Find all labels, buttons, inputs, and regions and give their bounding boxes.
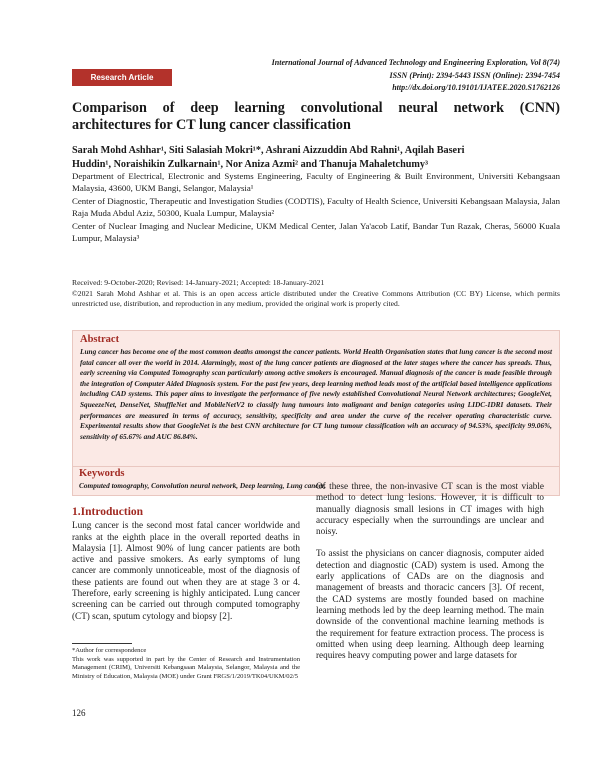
corresponding-author-note: *Author for correspondence: [72, 647, 147, 654]
affiliation-1: Department of Electrical, Electronic and Systems Engineering, Faculty of Engineering & Built Environment, Universiti Kebangsaan Malaysia, 43600, UKM Bangi, Selangor, Malaysia¹: [72, 171, 560, 194]
journal-header: [212, 57, 560, 95]
affiliation-3: Center of Nuclear Imaging and Nuclear Medicine, UKM Medical Center, Jalan Ya'acob Latif, Bandar Tun Razak, Cheras, 56000 Kuala Lumpur, Malaysia³: [72, 220, 560, 244]
affiliations: [72, 170, 560, 244]
footnotes: [72, 647, 300, 681]
journal-doi[interactable]: http://dx.doi.org/10.19101/IJATEE.2020.S1762126: [392, 83, 560, 92]
abstract-text: Lung cancer has become one of the most common deaths amongst the cancer patients. World Health Organisation states that lung cancer is the second most fatal cancer all over the world in 2014. Alarmingly, most of the lung cancer patients are diagnosed at the later stages where the cancer has spreads. Thus, early screening via Computed Tomography scan particularly among active smokers is encouraged. Manual diagnosis of the cancer is made feasible through the integration of Computer Aided Diagnosis system. For the past few years, deep learning method leads most of the artificial based intelligence applications including CAD systems. This paper aims to investigate the performance of five newly established Convolutional Neural Network architectures; GoogleNet, SqueezeNet, DenseNet, ShuffleNet and MobileNetV2 to classify lung tumours into malignant and benign categories using LIDC-IDRI datasets. Their performances are measured in terms of accuracy, sensitivity, specificity and area under the curve of the receiver operating characteristic curve. Experimental results show that GoogleNet is the best CNN architecture for CT lung tumour classification wih an accuracy of 94.53%, specificity 99.06%, sensitivity of 65.67% and AUC 86.84%.: [80, 347, 552, 441]
right-column: [316, 481, 544, 661]
affiliation-2: Center of Diagnostic, Therapeutic and Investigation Studies (CODTIS), Faculty of Health Science, Universiti Kebangsaan Malaysia, Jalan Raja Muda Abdul Aziz, 50300, Kuala Lumpur, Malaysia²: [72, 195, 560, 219]
journal-issn: ISSN (Print): 2394-5443 ISSN (Online): 2394-7454: [389, 70, 560, 80]
author-list: [72, 144, 560, 171]
dates-and-license: [72, 278, 560, 310]
abstract-box: [72, 330, 560, 471]
left-column: [72, 507, 300, 622]
abstract-heading: Abstract: [80, 334, 120, 345]
intro-paragraph-2: Of these three, the non-invasive CT scan is the most viable method to detect lung lesions. However, it is difficult to manually diagnosis small lesions in CT images with high accuracy especially when the surroundings are unclear and noisy.: [316, 481, 544, 537]
journal-name: International Journal of Advanced Technology and Engineering Exploration, Vol 8(74): [271, 58, 560, 67]
title-line-2: architectures for CT lung cancer classification: [72, 117, 351, 133]
paper-title: [72, 100, 560, 134]
intro-paragraph-1: Lung cancer is the second most fatal cancer worldwide and ranks at the eighth place in the overall reported deaths in Malaysia [1]. Almost 90% of lung cancer patients are both active and passive smokers. As early symptoms of lung cancer are commonly unnoticeable, most of the diagnosis of these patients are found out when they are at stage 3 or 4. Therefore, early screening is highly anticipated. Lung cancer screening can be carried out through computed tomography (CT) scan, sputum cytology and biopsy [2].: [72, 520, 300, 621]
page-number: 126: [72, 708, 86, 718]
intro-paragraph-3: To assist the physicians on cancer diagnosis, computer aided detection and diagnostic (CAD) system is used. Among the early applications of CADs are on the diagnosis and management of breasts and thoracic cancers [3]. Of recent, the CAD systems are mostly founded based on machine learning methods led by the deep learning method. The main downside of the conventional machine learning methods is the requirement for feature extraction process. The process is omitted when using deep learning. Although deep learning requires heavy computing power and large datasets for: [316, 548, 544, 661]
funding-note: This work was supported in part by the Center of Research and Instrumentation Management (CRIM), Universiti Kebangsaan Malaysia, Selangor, Malaysia and the Ministry of Education, Malaysia (MOE) under Grant FRGS/1/2019/TK04/UKM/02/5: [72, 655, 300, 680]
copyright-notice: ©2021 Sarah Mohd Ashhar et al. This is an open access article distributed under the Creative Commons Attribution (CC BY) License, which permits unrestricted use, distribution, and reproduction in any medium, provided the original work is properly cited.: [72, 288, 560, 308]
footnote-divider: [72, 643, 132, 644]
authors-line-1: Sarah Mohd Ashhar¹, Siti Salasiah Mokri¹*, Ashrani Aizzuddin Abd Rahni¹, Aqilah Baseri: [72, 145, 465, 156]
authors-line-2: Huddin¹, Noraishikin Zulkarnain¹, Nor Aniza Azmi² and Thanuja Mahaletchumy³: [72, 158, 429, 170]
section-heading-introduction: 1.Introduction: [72, 506, 144, 518]
article-type-badge: Research Article: [72, 69, 172, 86]
received-dates: Received: 9-October-2020; Revised: 14-January-2021; Accepted: 18-January-2021: [72, 278, 325, 287]
title-line-1: Comparison of deep learning convolutional neural network (CNN): [72, 100, 560, 116]
keywords-heading: Keywords: [79, 468, 125, 479]
keywords-text: Computed tomography, Convolution neural network, Deep learning, Lung cancer.: [79, 481, 327, 490]
